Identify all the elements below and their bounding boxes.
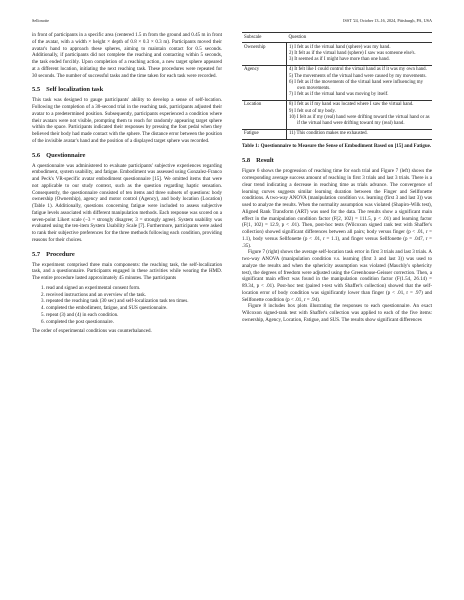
paragraph: The experiment comprised three main components: the reaching task, the self-localization task, and a questionnaire. Participants engaged in these activities while wearing the HMD. The entire procedure lasted approximately 45 minutes. The participants (32, 261, 222, 281)
table-row (242, 129, 432, 139)
paragraph: This task was designed to gauge participants' ability to develop a sense of self-location. Following the completion of a 30-second trial in the reaching task, participants adjusted their avatar to a predetermined position. Subsequently, participants experienced a condition where their avatars were not visible, prompting them to reach for randomly appearing target sphere within the space. Participants indicated their responses by pressing the foot pedal when they believed their body had made contact with the sphere. The distance error between the position of the invisible avatar's hand and the position of a displayed target sphere was recorded. (32, 97, 222, 144)
table-row (242, 43, 432, 66)
paragraph: A questionnaire was administered to evaluate participants' subjective experiences regarding embodiment, system usability, and fatigue. Embodiment was assessed using Gonzalez-Franco and Peck's VR-specific avatar embodiment questionnaire [15]. We omitted items that were not applicable to our study context, such as the question regarding haptic sensation. Consequently, the questionnaire consisted of ten items and three subsets of questions: body ownership (Ownership), agency and motor control (Agency), and body location (Location) (Table 1). Additionally, questions concerning fatigue were included to assess subjective fatigue levels associated with different manipulation methods. Each response was scored on a seven-point Likert scale (−3 = strongly disagree; 3 = strongly agree). System usability was evaluated using the ten-item System Usability Scale [7]. Furthermore, participants were asked to rank their subjective preferences for the three methods following each condition, providing reasons for their choices. (32, 162, 222, 243)
question-cell (287, 65, 433, 100)
list-item: 3. repeated the reaching task (30 sec) and self-localization task ten times. (46, 298, 222, 305)
questionnaire-table (242, 32, 432, 140)
column-header: Subscale (242, 33, 287, 43)
section-number: 5.7 (32, 250, 41, 258)
question: 8) I felt as if my hand was located where I saw the virtual hand. (289, 102, 414, 108)
header-left: Sellonotte (32, 18, 49, 23)
question: 2) It felt as if the virtual hand (sphere) I saw was someone else's. (289, 50, 416, 56)
table-row (242, 100, 432, 129)
right-column (242, 32, 432, 324)
list-item: 6. completed the post questionnaire. (46, 319, 222, 326)
question: 9) I felt out of my body. (289, 108, 336, 114)
question-cell (287, 100, 433, 129)
section-title: Self localization task (46, 86, 104, 94)
section-number: 5.6 (32, 151, 41, 159)
paragraph: The order of experimental conditions was counterbalanced. (32, 328, 152, 335)
list-item: 2. received instructions and an overview of the task. (46, 292, 222, 299)
subscale-cell: Location (242, 100, 287, 129)
table-header-row (242, 33, 432, 43)
question: 5) The movements of the virtual hand were caused by my movements. (289, 73, 427, 79)
list-item: 4. completed the embodiment, fatigue, and SUS questionnaire. (46, 305, 222, 312)
section-title: Result (256, 157, 274, 165)
subscale-cell: Ownership (242, 43, 287, 66)
subscale-cell: Fatigue (242, 129, 287, 139)
header-right: ISST '24, October 13–16, 2024, Pittsburgh, PA, USA (343, 18, 432, 23)
section-number: 5.8 (242, 157, 251, 165)
paragraph: Figure 8 includes box plots illustrating the responses to each questionnaire. An exact Wilcoxon signed-rank test with Shaffer's collection was applied to each of the five items: ownership, Agency, Location, Fatigue, and SUS. The results show significant differences (242, 303, 432, 323)
question: 4) It felt like I could control the virtual hand as if it was my own hand. (289, 67, 427, 73)
section-heading (32, 152, 222, 160)
paragraph: Figure 6 shows the progression of reaching time for each trial and Figure 7 (left) shows the corresponding average success amount of reaching in first 3 trials and last 3 trials. There is a clear trend indicating a decrease in reaching time as trials advance. The convergence of learning curves suggests similar learning duration between the Finger and Sellfonette conditions. A two-way ANOVA (manipulation condition v.s. learning (first 3 and last 3)) was used to analyze the results. When the normality assumption was violated (Shapiro-Wilk test), Aligned Rank Transform (ART) was used for the data. The results show a significant main effect in the manipulation condition factor (F(2, 102) = 111.5, p < .01) and learning factor (F(1, 102) = 12.9, p < .01). Then, post-hoc tests (Wilcoxon signed rank test with Shaffer's collection) showed significant differences between all pairs; body versus finger (p < .01, r = 1.1), body versus Sellfonette (p < .01, r = 1.1), and finger versus Sellfonette (p = .047, r = .35). (242, 168, 432, 249)
list-item: 5. repeat (3) and (4) in each condition. (46, 312, 222, 319)
question-cell (287, 129, 433, 139)
question: 1) I felt as if the virtual hand (sphere) was my hand. (289, 44, 391, 50)
left-column (32, 32, 222, 335)
paragraph: in front of participants in a specific area (centered 1.5 m from the ground and 0.45 m in front of the avatar, with a width × height × depth of 0.8 × 0.3 × 0.3 m). Participants moved their avatar's hand to approach these spheres, aiming to maintain contact for 0.5 seconds. Additionally, if participants did not complete the reaching and contacting within 5 seconds, the task ended forcibly. Upon completion of a reaching action, a new target sphere appeared at a different location, initiating the next reaching task. These procedures were repeated for 30 seconds. The number of successful tasks and the time taken for each task were recorded. (32, 32, 222, 79)
section-title: Questionnaire (46, 151, 86, 159)
question: 11) This condition makes me exhausted. (289, 131, 368, 137)
paragraph: Figure 7 (right) shows the average self-location task error in first 3 trials and last 3 trials. A two-way ANOVA (manipulation condition v.s. learning (first 3 and last 3)) was used to analyze the results and when the sphericity assumption was violated (Mauchly's sphericity test), the degrees of freedom were adjusted using the Greenhouse-Geisser correction. Then, a significant main effect was found in the manipulation condition factor (F(1.54, 26.14) = 89.34, p < .01). Post-hoc test (paired t-test with Shaffer's collection) showed that the self-location error of body condition was significantly lower than finger (p < .01, r = .97) and Sellfonette condition (p < .01, r = .94). (242, 249, 432, 303)
question: 7) I felt as if the virtual hand was moving by itself. (289, 92, 389, 98)
subscale-cell: Agency (242, 65, 287, 100)
section-heading (32, 251, 222, 259)
table-row (242, 65, 432, 100)
section-number: 5.5 (32, 86, 41, 94)
section-heading (242, 157, 432, 165)
section-title: Procedure (46, 250, 75, 258)
question: 10) I felt as if my (real) hand were drifting toward the virtual hand or as if the virtual hand were drifting toward my (real) hand. (289, 114, 430, 126)
question: 3) It seemed as if I might have more than one hand. (289, 57, 390, 63)
column-header: Question (287, 33, 433, 43)
question: 6) I felt as if the movements of the virtual hand were influencing my own movements. (289, 79, 424, 91)
procedure-list (32, 285, 222, 326)
question-cell (287, 43, 433, 66)
list-item: 1. read and signed an experimental consent form. (46, 285, 222, 292)
table-caption: Table 1: Questionnaire to Measure the Sense of Embodiment Based on [15] and Fatigue. (242, 142, 432, 149)
running-header (32, 18, 432, 26)
section-heading (32, 86, 222, 94)
